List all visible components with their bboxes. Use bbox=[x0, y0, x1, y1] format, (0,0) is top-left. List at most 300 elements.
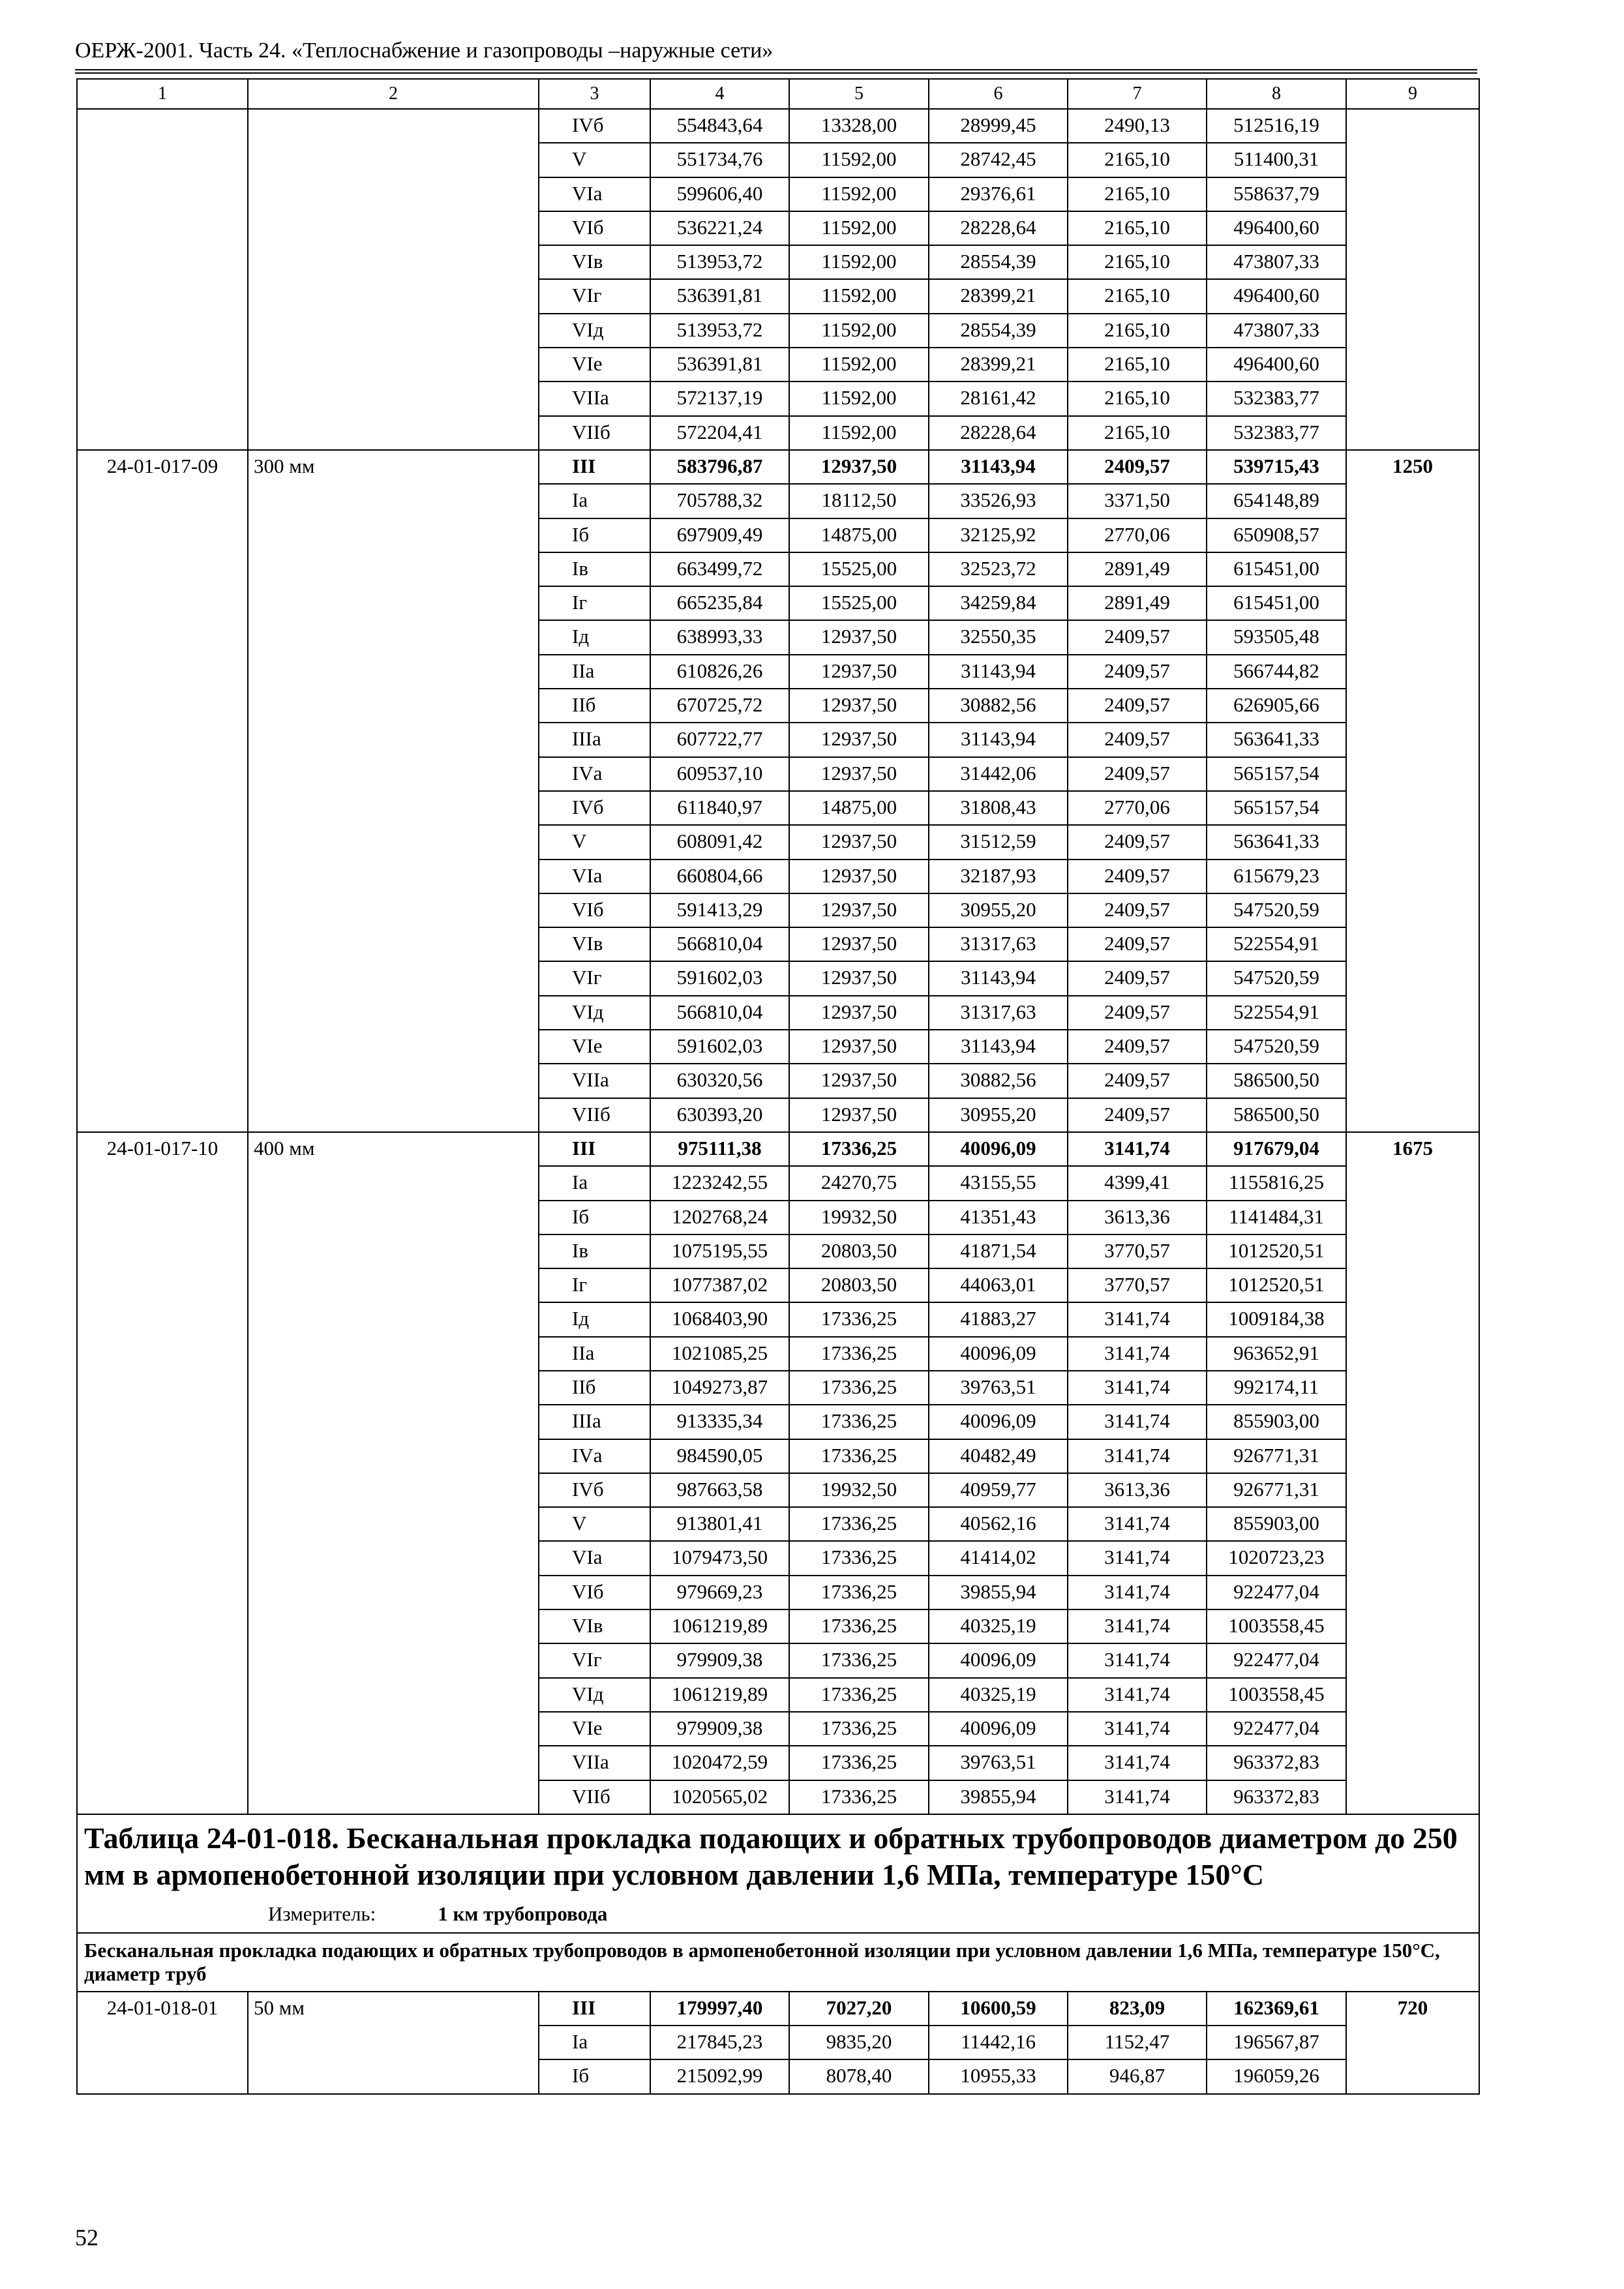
region-cell: VIб bbox=[539, 1576, 650, 1609]
value-cell: 11592,00 bbox=[789, 382, 929, 415]
region-cell: V bbox=[539, 1507, 650, 1541]
value-cell: 41351,43 bbox=[929, 1201, 1068, 1234]
value-cell: 586500,50 bbox=[1207, 1098, 1346, 1132]
region-cell: V bbox=[539, 825, 650, 859]
value-cell: 14875,00 bbox=[789, 518, 929, 552]
value-cell: 2165,10 bbox=[1068, 177, 1207, 211]
value-cell: 610826,26 bbox=[650, 655, 789, 689]
region-cell: VIа bbox=[539, 177, 650, 211]
value-cell: 41414,02 bbox=[929, 1541, 1068, 1575]
value-cell: 1009184,38 bbox=[1207, 1302, 1346, 1336]
row-code: 24-01-018-01 bbox=[77, 1992, 248, 2094]
value-cell: 2409,57 bbox=[1068, 620, 1207, 654]
value-cell: 11592,00 bbox=[789, 279, 929, 313]
value-cell: 630320,56 bbox=[650, 1064, 789, 1098]
value-cell: 40325,19 bbox=[929, 1678, 1068, 1712]
value-cell: 3141,74 bbox=[1068, 1337, 1207, 1371]
value-cell: 31442,06 bbox=[929, 757, 1068, 791]
header-rule bbox=[75, 69, 1477, 70]
region-cell: III bbox=[539, 1132, 650, 1166]
value-cell: 547520,59 bbox=[1207, 893, 1346, 927]
value-cell: 12937,50 bbox=[789, 996, 929, 1030]
value-cell: 1012520,51 bbox=[1207, 1268, 1346, 1302]
value-cell: 31317,63 bbox=[929, 996, 1068, 1030]
value-cell: 40096,09 bbox=[929, 1643, 1068, 1677]
value-cell: 40096,09 bbox=[929, 1712, 1068, 1746]
value-cell: 17336,25 bbox=[789, 1541, 929, 1575]
value-cell: 565157,54 bbox=[1207, 757, 1346, 791]
region-cell: VIIа bbox=[539, 382, 650, 415]
value-cell: 12937,50 bbox=[789, 450, 929, 484]
row-total: 720 bbox=[1346, 1992, 1479, 2094]
table-title: Таблица 24-01-018. Бесканальная прокладка подающих и обратных трубопроводов диаметром до 250 мм в армопенобетонной изоляции при условном давлении 1,6 МПа, температуре 150°С bbox=[84, 1821, 1458, 1891]
row-code: 24-01-017-10 bbox=[77, 1132, 248, 1814]
value-cell: 40959,77 bbox=[929, 1473, 1068, 1507]
value-cell: 913335,34 bbox=[650, 1405, 789, 1439]
value-cell: 217845,23 bbox=[650, 2026, 789, 2059]
value-cell: 32550,35 bbox=[929, 620, 1068, 654]
value-cell: 17336,25 bbox=[789, 1609, 929, 1643]
value-cell: 2165,10 bbox=[1068, 245, 1207, 279]
value-cell: 2409,57 bbox=[1068, 860, 1207, 893]
region-cell: Iб bbox=[539, 518, 650, 552]
value-cell: 917679,04 bbox=[1207, 1132, 1346, 1166]
value-cell: 1075195,55 bbox=[650, 1234, 789, 1268]
value-cell: 39855,94 bbox=[929, 1576, 1068, 1609]
value-cell: 17336,25 bbox=[789, 1302, 929, 1336]
value-cell: 913801,41 bbox=[650, 1507, 789, 1541]
value-cell: 2490,13 bbox=[1068, 109, 1207, 143]
region-cell: III bbox=[539, 1992, 650, 2026]
value-cell: 32125,92 bbox=[929, 518, 1068, 552]
value-cell: 496400,60 bbox=[1207, 348, 1346, 382]
region-cell: VIв bbox=[539, 1609, 650, 1643]
value-cell: 9835,20 bbox=[789, 2026, 929, 2059]
value-cell: 28161,42 bbox=[929, 382, 1068, 415]
value-cell: 855903,00 bbox=[1207, 1405, 1346, 1439]
table-subtitle: Бесканальная прокладка подающих и обратных трубопроводов в армопенобетонной изоляции при условном давлении 1,6 МПа, температуре 150°С, диаметр труб bbox=[77, 1933, 1479, 1992]
value-cell: 17336,25 bbox=[789, 1678, 929, 1712]
column-header: 5 bbox=[789, 79, 929, 109]
value-cell: 572137,19 bbox=[650, 382, 789, 415]
value-cell: 28742,45 bbox=[929, 143, 1068, 177]
value-cell: 28228,64 bbox=[929, 211, 1068, 245]
value-cell: 30882,56 bbox=[929, 1064, 1068, 1098]
value-cell: 12937,50 bbox=[789, 893, 929, 927]
value-cell: 3141,74 bbox=[1068, 1371, 1207, 1405]
region-cell: IVа bbox=[539, 757, 650, 791]
value-cell: 10955,33 bbox=[929, 2059, 1068, 2093]
value-cell: 2891,49 bbox=[1068, 586, 1207, 620]
region-cell: VIд bbox=[539, 996, 650, 1030]
region-cell: Iг bbox=[539, 586, 650, 620]
value-cell: 17336,25 bbox=[789, 1439, 929, 1473]
value-cell: 566744,82 bbox=[1207, 655, 1346, 689]
value-cell: 2409,57 bbox=[1068, 825, 1207, 859]
value-cell: 31143,94 bbox=[929, 723, 1068, 756]
value-cell: 670725,72 bbox=[650, 689, 789, 723]
value-cell: 3141,74 bbox=[1068, 1507, 1207, 1541]
value-cell: 922477,04 bbox=[1207, 1576, 1346, 1609]
value-cell: 979669,23 bbox=[650, 1576, 789, 1609]
value-cell: 11592,00 bbox=[789, 348, 929, 382]
column-header: 7 bbox=[1068, 79, 1207, 109]
value-cell: 2409,57 bbox=[1068, 450, 1207, 484]
value-cell: 855903,00 bbox=[1207, 1507, 1346, 1541]
value-cell: 31808,43 bbox=[929, 791, 1068, 825]
value-cell: 532383,77 bbox=[1207, 382, 1346, 415]
value-cell: 984590,05 bbox=[650, 1439, 789, 1473]
value-cell: 11592,00 bbox=[789, 416, 929, 450]
column-header: 6 bbox=[929, 79, 1068, 109]
region-cell: Iа bbox=[539, 484, 650, 518]
region-cell: VIе bbox=[539, 1030, 650, 1064]
region-cell: Iб bbox=[539, 1201, 650, 1234]
region-cell: IIб bbox=[539, 689, 650, 723]
value-cell: 30955,20 bbox=[929, 1098, 1068, 1132]
value-cell: 12937,50 bbox=[789, 620, 929, 654]
value-cell: 2409,57 bbox=[1068, 689, 1207, 723]
value-cell: 3141,74 bbox=[1068, 1712, 1207, 1746]
value-cell: 2409,57 bbox=[1068, 1030, 1207, 1064]
value-cell: 638993,33 bbox=[650, 620, 789, 654]
row-code bbox=[77, 109, 248, 450]
value-cell: 3141,74 bbox=[1068, 1541, 1207, 1575]
value-cell: 1012520,51 bbox=[1207, 1234, 1346, 1268]
value-cell: 1049273,87 bbox=[650, 1371, 789, 1405]
value-cell: 963372,83 bbox=[1207, 1780, 1346, 1814]
value-cell: 536221,24 bbox=[650, 211, 789, 245]
value-cell: 28228,64 bbox=[929, 416, 1068, 450]
value-cell: 2409,57 bbox=[1068, 655, 1207, 689]
value-cell: 11592,00 bbox=[789, 245, 929, 279]
value-cell: 40096,09 bbox=[929, 1337, 1068, 1371]
region-cell: Iд bbox=[539, 1302, 650, 1336]
region-cell: Iв bbox=[539, 552, 650, 586]
value-cell: 2165,10 bbox=[1068, 143, 1207, 177]
value-cell: 2409,57 bbox=[1068, 723, 1207, 756]
value-cell: 11442,16 bbox=[929, 2026, 1068, 2059]
value-cell: 15525,00 bbox=[789, 552, 929, 586]
region-cell: VIг bbox=[539, 961, 650, 995]
value-cell: 17336,25 bbox=[789, 1712, 929, 1746]
region-cell: IVб bbox=[539, 1473, 650, 1507]
value-cell: 12937,50 bbox=[789, 1098, 929, 1132]
region-cell: VIд bbox=[539, 314, 650, 348]
value-cell: 3613,36 bbox=[1068, 1473, 1207, 1507]
table-caption-row bbox=[77, 1814, 1479, 1933]
region-cell: IIа bbox=[539, 655, 650, 689]
value-cell: 473807,33 bbox=[1207, 245, 1346, 279]
value-cell: 511400,31 bbox=[1207, 143, 1346, 177]
region-cell: VIIб bbox=[539, 1098, 650, 1132]
value-cell: 3141,74 bbox=[1068, 1132, 1207, 1166]
value-cell: 28554,39 bbox=[929, 314, 1068, 348]
region-cell: IIа bbox=[539, 1337, 650, 1371]
value-cell: 522554,91 bbox=[1207, 927, 1346, 961]
row-total bbox=[1346, 109, 1479, 450]
value-cell: 32187,93 bbox=[929, 860, 1068, 893]
value-cell: 29376,61 bbox=[929, 177, 1068, 211]
value-cell: 44063,01 bbox=[929, 1268, 1068, 1302]
value-cell: 1068403,90 bbox=[650, 1302, 789, 1336]
region-cell: VIв bbox=[539, 245, 650, 279]
region-cell: VIIа bbox=[539, 1746, 650, 1780]
value-cell: 162369,61 bbox=[1207, 1992, 1346, 2026]
value-cell: 823,09 bbox=[1068, 1992, 1207, 2026]
value-cell: 12937,50 bbox=[789, 757, 929, 791]
value-cell: 12937,50 bbox=[789, 655, 929, 689]
region-cell: VIа bbox=[539, 1541, 650, 1575]
row-diameter: 50 мм bbox=[248, 1992, 539, 2094]
value-cell: 2409,57 bbox=[1068, 893, 1207, 927]
value-cell: 536391,81 bbox=[650, 348, 789, 382]
region-cell: VIе bbox=[539, 348, 650, 382]
value-cell: 11592,00 bbox=[789, 314, 929, 348]
region-cell: VIIб bbox=[539, 1780, 650, 1814]
value-cell: 12937,50 bbox=[789, 825, 929, 859]
value-cell: 572204,41 bbox=[650, 416, 789, 450]
value-cell: 41883,27 bbox=[929, 1302, 1068, 1336]
value-cell: 593505,48 bbox=[1207, 620, 1346, 654]
value-cell: 33526,93 bbox=[929, 484, 1068, 518]
value-cell: 28399,21 bbox=[929, 348, 1068, 382]
value-cell: 565157,54 bbox=[1207, 791, 1346, 825]
value-cell: 2770,06 bbox=[1068, 518, 1207, 552]
value-cell: 196059,26 bbox=[1207, 2059, 1346, 2093]
value-cell: 3141,74 bbox=[1068, 1405, 1207, 1439]
value-cell: 31512,59 bbox=[929, 825, 1068, 859]
value-cell: 1003558,45 bbox=[1207, 1609, 1346, 1643]
value-cell: 31143,94 bbox=[929, 1030, 1068, 1064]
value-cell: 12937,50 bbox=[789, 961, 929, 995]
table-caption bbox=[77, 1814, 1479, 1933]
value-cell: 24270,75 bbox=[789, 1166, 929, 1200]
value-cell: 1141484,31 bbox=[1207, 1201, 1346, 1234]
value-cell: 28999,45 bbox=[929, 109, 1068, 143]
value-cell: 3770,57 bbox=[1068, 1234, 1207, 1268]
value-cell: 615679,23 bbox=[1207, 860, 1346, 893]
table-row bbox=[77, 109, 1479, 143]
value-cell: 31143,94 bbox=[929, 450, 1068, 484]
region-cell: VIб bbox=[539, 893, 650, 927]
value-cell: 3141,74 bbox=[1068, 1678, 1207, 1712]
value-cell: 3141,74 bbox=[1068, 1746, 1207, 1780]
region-cell: VIд bbox=[539, 1678, 650, 1712]
value-cell: 39763,51 bbox=[929, 1746, 1068, 1780]
column-header: 8 bbox=[1207, 79, 1346, 109]
value-cell: 2409,57 bbox=[1068, 927, 1207, 961]
table-subtitle-row bbox=[77, 1933, 1479, 1992]
value-cell: 2165,10 bbox=[1068, 416, 1207, 450]
column-header: 2 bbox=[248, 79, 539, 109]
value-cell: 608091,42 bbox=[650, 825, 789, 859]
value-cell: 611840,97 bbox=[650, 791, 789, 825]
value-cell: 17336,25 bbox=[789, 1746, 929, 1780]
column-header: 4 bbox=[650, 79, 789, 109]
measure-value: 1 км трубопровода bbox=[438, 1902, 608, 1925]
region-cell: IVб bbox=[539, 109, 650, 143]
value-cell: 979909,38 bbox=[650, 1643, 789, 1677]
value-cell: 1061219,89 bbox=[650, 1678, 789, 1712]
value-cell: 473807,33 bbox=[1207, 314, 1346, 348]
row-diameter bbox=[248, 109, 539, 450]
value-cell: 40096,09 bbox=[929, 1132, 1068, 1166]
value-cell: 563641,33 bbox=[1207, 723, 1346, 756]
value-cell: 2409,57 bbox=[1068, 1064, 1207, 1098]
value-cell: 2891,49 bbox=[1068, 552, 1207, 586]
region-cell: III bbox=[539, 450, 650, 484]
region-cell: VIг bbox=[539, 279, 650, 313]
region-cell: Iд bbox=[539, 620, 650, 654]
value-cell: 3371,50 bbox=[1068, 484, 1207, 518]
value-cell: 28399,21 bbox=[929, 279, 1068, 313]
value-cell: 1223242,55 bbox=[650, 1166, 789, 1200]
value-cell: 1020723,23 bbox=[1207, 1541, 1346, 1575]
value-cell: 630393,20 bbox=[650, 1098, 789, 1132]
measure-label: Измеритель: bbox=[268, 1902, 376, 1925]
value-cell: 40562,16 bbox=[929, 1507, 1068, 1541]
value-cell: 215092,99 bbox=[650, 2059, 789, 2093]
value-cell: 650908,57 bbox=[1207, 518, 1346, 552]
value-cell: 3613,36 bbox=[1068, 1201, 1207, 1234]
value-cell: 12937,50 bbox=[789, 860, 929, 893]
running-header: ОЕРЖ-2001. Часть 24. «Теплоснабжение и газопроводы –наружные сети» bbox=[75, 38, 774, 63]
column-header: 1 bbox=[77, 79, 248, 109]
value-cell: 4399,41 bbox=[1068, 1166, 1207, 1200]
value-cell: 563641,33 bbox=[1207, 825, 1346, 859]
value-cell: 20803,50 bbox=[789, 1234, 929, 1268]
value-cell: 705788,32 bbox=[650, 484, 789, 518]
value-cell: 3141,74 bbox=[1068, 1643, 1207, 1677]
value-cell: 41871,54 bbox=[929, 1234, 1068, 1268]
value-cell: 39855,94 bbox=[929, 1780, 1068, 1814]
value-cell: 31317,63 bbox=[929, 927, 1068, 961]
value-cell: 2165,10 bbox=[1068, 382, 1207, 415]
value-cell: 665235,84 bbox=[650, 586, 789, 620]
region-cell: IIIа bbox=[539, 1405, 650, 1439]
value-cell: 547520,59 bbox=[1207, 1030, 1346, 1064]
value-cell: 20803,50 bbox=[789, 1268, 929, 1302]
value-cell: 539715,43 bbox=[1207, 450, 1346, 484]
price-table bbox=[76, 78, 1480, 2095]
value-cell: 30882,56 bbox=[929, 689, 1068, 723]
value-cell: 926771,31 bbox=[1207, 1473, 1346, 1507]
value-cell: 31143,94 bbox=[929, 655, 1068, 689]
value-cell: 3141,74 bbox=[1068, 1302, 1207, 1336]
value-cell: 591602,03 bbox=[650, 1030, 789, 1064]
value-cell: 28554,39 bbox=[929, 245, 1068, 279]
region-cell: IIIа bbox=[539, 723, 650, 756]
value-cell: 992174,11 bbox=[1207, 1371, 1346, 1405]
region-cell: Iа bbox=[539, 1166, 650, 1200]
measure-line bbox=[84, 1901, 1472, 1927]
value-cell: 591602,03 bbox=[650, 961, 789, 995]
page-number: 52 bbox=[75, 2224, 98, 2251]
region-cell: Iб bbox=[539, 2059, 650, 2093]
region-cell: VIв bbox=[539, 927, 650, 961]
value-cell: 963372,83 bbox=[1207, 1746, 1346, 1780]
region-cell: V bbox=[539, 143, 650, 177]
value-cell: 12937,50 bbox=[789, 1064, 929, 1098]
region-cell: VIе bbox=[539, 1712, 650, 1746]
value-cell: 19932,50 bbox=[789, 1201, 929, 1234]
value-cell: 2165,10 bbox=[1068, 348, 1207, 382]
value-cell: 513953,72 bbox=[650, 314, 789, 348]
value-cell: 2770,06 bbox=[1068, 791, 1207, 825]
value-cell: 19932,50 bbox=[789, 1473, 929, 1507]
table-row bbox=[77, 1992, 1479, 2026]
value-cell: 979909,38 bbox=[650, 1712, 789, 1746]
value-cell: 599606,40 bbox=[650, 177, 789, 211]
value-cell: 17336,25 bbox=[789, 1337, 929, 1371]
value-cell: 18112,50 bbox=[789, 484, 929, 518]
value-cell: 3141,74 bbox=[1068, 1439, 1207, 1473]
value-cell: 554843,64 bbox=[650, 109, 789, 143]
region-cell: IVб bbox=[539, 791, 650, 825]
table-row bbox=[77, 1132, 1479, 1166]
value-cell: 12937,50 bbox=[789, 927, 929, 961]
value-cell: 40482,49 bbox=[929, 1439, 1068, 1473]
value-cell: 2165,10 bbox=[1068, 279, 1207, 313]
value-cell: 547520,59 bbox=[1207, 961, 1346, 995]
value-cell: 196567,87 bbox=[1207, 2026, 1346, 2059]
value-cell: 7027,20 bbox=[789, 1992, 929, 2026]
value-cell: 615451,00 bbox=[1207, 552, 1346, 586]
value-cell: 3141,74 bbox=[1068, 1609, 1207, 1643]
value-cell: 12937,50 bbox=[789, 723, 929, 756]
value-cell: 2409,57 bbox=[1068, 996, 1207, 1030]
value-cell: 8078,40 bbox=[789, 2059, 929, 2093]
value-cell: 17336,25 bbox=[789, 1576, 929, 1609]
value-cell: 40325,19 bbox=[929, 1609, 1068, 1643]
row-total: 1250 bbox=[1346, 450, 1479, 1132]
value-cell: 583796,87 bbox=[650, 450, 789, 484]
value-cell: 3770,57 bbox=[1068, 1268, 1207, 1302]
region-cell: IIб bbox=[539, 1371, 650, 1405]
value-cell: 922477,04 bbox=[1207, 1643, 1346, 1677]
value-cell: 926771,31 bbox=[1207, 1439, 1346, 1473]
value-cell: 654148,89 bbox=[1207, 484, 1346, 518]
value-cell: 1077387,02 bbox=[650, 1268, 789, 1302]
value-cell: 615451,00 bbox=[1207, 586, 1346, 620]
value-cell: 17336,25 bbox=[789, 1132, 929, 1166]
column-header-row bbox=[77, 79, 1479, 109]
value-cell: 1202768,24 bbox=[650, 1201, 789, 1234]
region-cell: Iг bbox=[539, 1268, 650, 1302]
value-cell: 1021085,25 bbox=[650, 1337, 789, 1371]
region-cell: VIIб bbox=[539, 416, 650, 450]
value-cell: 12937,50 bbox=[789, 1030, 929, 1064]
value-cell: 1152,47 bbox=[1068, 2026, 1207, 2059]
value-cell: 179997,40 bbox=[650, 1992, 789, 2026]
value-cell: 2409,57 bbox=[1068, 1098, 1207, 1132]
region-cell: VIIа bbox=[539, 1064, 650, 1098]
value-cell: 1020565,02 bbox=[650, 1780, 789, 1814]
value-cell: 11592,00 bbox=[789, 211, 929, 245]
value-cell: 2409,57 bbox=[1068, 961, 1207, 995]
row-diameter: 300 мм bbox=[248, 450, 539, 1132]
table-row bbox=[77, 450, 1479, 484]
value-cell: 1079473,50 bbox=[650, 1541, 789, 1575]
value-cell: 975111,38 bbox=[650, 1132, 789, 1166]
value-cell: 11592,00 bbox=[789, 177, 929, 211]
value-cell: 31143,94 bbox=[929, 961, 1068, 995]
value-cell: 1003558,45 bbox=[1207, 1678, 1346, 1712]
value-cell: 3141,74 bbox=[1068, 1576, 1207, 1609]
value-cell: 586500,50 bbox=[1207, 1064, 1346, 1098]
region-cell: Iв bbox=[539, 1234, 650, 1268]
